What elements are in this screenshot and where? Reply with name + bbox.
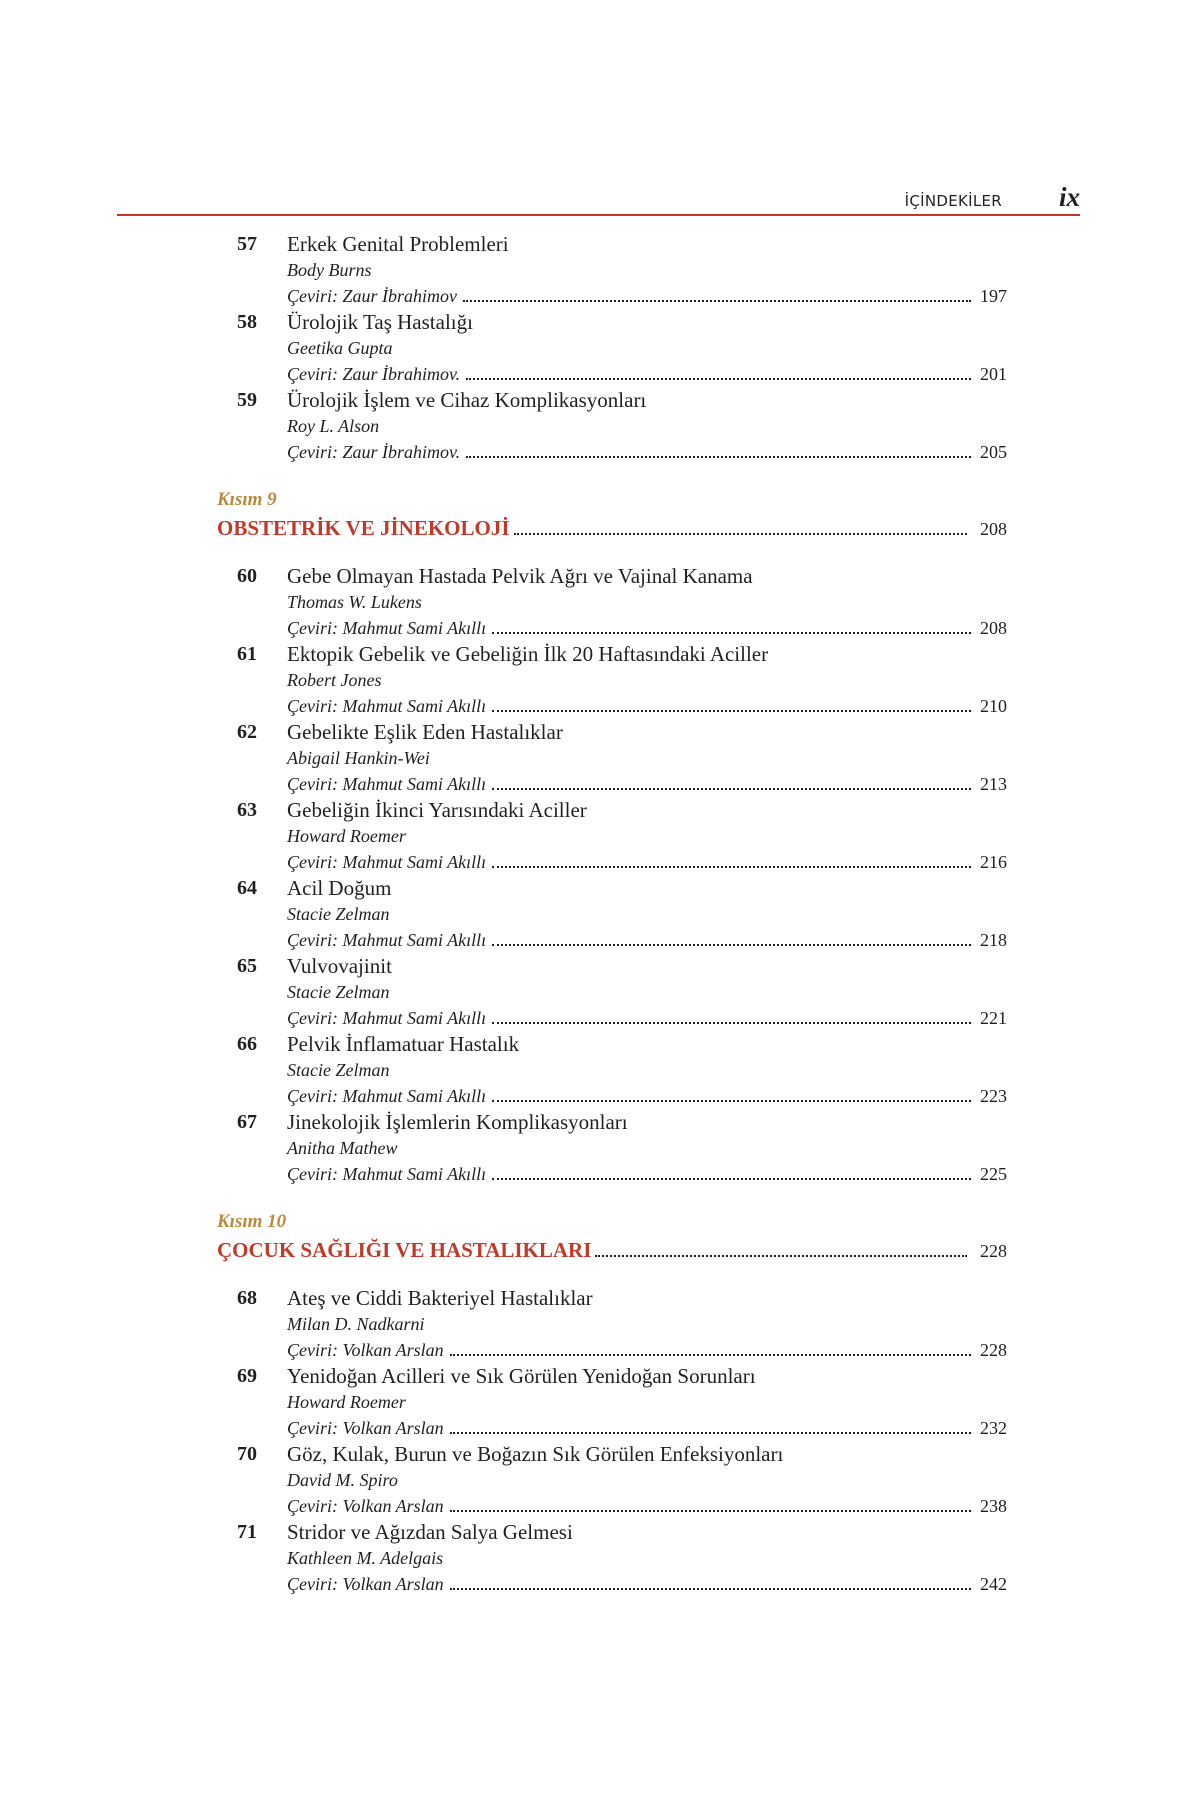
chapter-page-number: 228 [980,1340,1007,1360]
chapter-title: Vulvovajinit [287,954,392,978]
chapter-page-number: 225 [980,1164,1007,1184]
chapter-translator: Çeviri: Volkan Arslan [287,1418,444,1438]
chapter-page-number: 210 [980,696,1007,716]
chapter-author: Anitha Mathew [287,1138,398,1158]
chapter-translator: Çeviri: Zaur İbrahimov. [287,442,461,462]
dot-leader [492,1100,971,1102]
chapter-title: Gebelikte Eşlik Eden Hastalıklar [287,720,563,744]
dot-leader [450,1588,971,1590]
part-heading[interactable] [117,487,1007,543]
chapter-title: Gebeliğin İkinci Yarısındaki Aciller [287,798,587,822]
part-label: Kısım 10 [217,1211,287,1232]
chapter-page-number: 238 [980,1496,1007,1516]
chapter-author: Stacie Zelman [287,904,390,924]
dot-leader [450,1354,971,1356]
chapter-translator: Çeviri: Mahmut Sami Akıllı [287,618,487,638]
dot-leader [492,632,971,634]
chapter-number: 71 [237,1521,257,1543]
chapter-page-number: 223 [980,1086,1007,1106]
chapter-title: Erkek Genital Problemleri [287,232,509,256]
chapter-title: Yenidoğan Acilleri ve Sık Görülen Yenidoğan Sorunları [287,1364,756,1388]
page-header [117,182,1080,216]
chapter-title: Jinekolojik İşlemlerin Komplikasyonları [287,1110,628,1134]
chapter-translator: Çeviri: Mahmut Sami Akıllı [287,1164,487,1184]
dot-leader [450,1432,971,1434]
dot-leader [492,944,971,946]
chapter-number: 62 [237,721,257,743]
dot-leader [514,533,967,535]
chapter-page-number: 216 [980,852,1007,872]
toc-entry[interactable] [117,231,1007,309]
chapter-translator: Çeviri: Mahmut Sami Akıllı [287,852,487,872]
toc-entry[interactable] [117,1363,1007,1441]
chapter-author: David M. Spiro [287,1470,398,1490]
dot-leader [466,456,971,458]
chapter-title: Ürolojik Taş Hastalığı [287,310,473,334]
chapter-author: Abigail Hankin-Wei [287,748,430,768]
chapter-title: Göz, Kulak, Burun ve Boğazın Sık Görülen Enfeksiyonları [287,1442,784,1466]
toc-entry[interactable] [117,953,1007,1031]
chapter-translator: Çeviri: Volkan Arslan [287,1574,444,1594]
chapter-page-number: 232 [980,1418,1007,1438]
chapter-number: 64 [237,877,257,899]
dot-leader [492,1022,971,1024]
chapter-author: Milan D. Nadkarni [287,1314,425,1334]
chapter-page-number: 201 [980,364,1007,384]
toc-entry[interactable] [117,719,1007,797]
dot-leader [492,866,971,868]
chapter-translator: Çeviri: Mahmut Sami Akıllı [287,1086,487,1106]
part-heading[interactable] [117,1209,1007,1265]
toc-entry[interactable] [117,875,1007,953]
dot-leader [492,788,971,790]
chapter-author: Roy L. Alson [287,416,380,436]
toc-entry[interactable] [117,641,1007,719]
chapter-author: Kathleen M. Adelgais [287,1548,444,1568]
part-label: Kısım 9 [217,489,277,510]
chapter-title: Ektopik Gebelik ve Gebeliğin İlk 20 Haftasındaki Aciller [287,642,769,666]
toc-entry[interactable] [117,387,1007,465]
chapter-number: 60 [237,565,257,587]
chapter-number: 68 [237,1287,257,1309]
chapter-title: Pelvik İnflamatuar Hastalık [287,1032,520,1056]
toc-entry[interactable] [117,797,1007,875]
chapter-author: Stacie Zelman [287,1060,390,1080]
chapter-translator: Çeviri: Zaur İbrahimov [287,286,457,306]
chapter-author: Stacie Zelman [287,982,390,1002]
toc-entry[interactable] [117,309,1007,387]
chapter-page-number: 213 [980,774,1007,794]
chapter-translator: Çeviri: Mahmut Sami Akıllı [287,774,487,794]
chapter-title: Acil Doğum [287,876,392,900]
toc-entry[interactable] [117,563,1007,641]
chapter-title: Gebe Olmayan Hastada Pelvik Ağrı ve Vajinal Kanama [287,564,753,588]
chapter-page-number: 205 [980,442,1007,462]
toc-entry[interactable] [117,1519,1007,1597]
chapter-number: 58 [237,311,257,333]
chapter-title: Stridor ve Ağızdan Salya Gelmesi [287,1520,573,1544]
chapter-title: Ürolojik İşlem ve Cihaz Komplikasyonları [287,388,647,412]
chapter-number: 69 [237,1365,257,1387]
part-title: ÇOCUK SAĞLIĞI VE HASTALIKLARI [217,1238,592,1262]
chapter-page-number: 208 [980,618,1007,638]
chapter-number: 63 [237,799,257,821]
chapter-page-number: 242 [980,1574,1007,1594]
toc-entry[interactable] [117,1109,1007,1187]
dot-leader [450,1510,971,1512]
chapter-page-number: 221 [980,1008,1007,1028]
toc-entry[interactable] [117,1285,1007,1363]
chapter-author: Robert Jones [287,670,382,690]
toc-entry[interactable] [117,1031,1007,1109]
dot-leader [466,378,971,380]
dot-leader [463,300,971,302]
chapter-number: 65 [237,955,257,977]
chapter-author: Howard Roemer [287,1392,406,1412]
dot-leader [492,710,971,712]
chapter-author: Body Burns [287,260,372,280]
chapter-number: 66 [237,1033,257,1055]
chapter-page-number: 218 [980,930,1007,950]
chapter-page-number: 197 [980,286,1007,306]
dot-leader [595,1255,967,1257]
chapter-number: 57 [237,233,257,255]
chapter-translator: Çeviri: Mahmut Sami Akıllı [287,1008,487,1028]
chapter-number: 59 [237,389,257,411]
part-page-number: 228 [980,1241,1007,1261]
chapter-translator: Çeviri: Volkan Arslan [287,1340,444,1360]
toc-entry[interactable] [117,1441,1007,1519]
table-of-contents [117,231,1007,1597]
page-number: ix [1058,182,1080,212]
chapter-translator: Çeviri: Mahmut Sami Akıllı [287,930,487,950]
chapter-number: 70 [237,1443,257,1465]
chapter-author: Geetika Gupta [287,338,393,358]
chapter-translator: Çeviri: Volkan Arslan [287,1496,444,1516]
chapter-number: 61 [237,643,257,665]
chapter-author: Howard Roemer [287,826,406,846]
chapter-title: Ateş ve Ciddi Bakteriyel Hastalıklar [287,1286,593,1310]
chapter-number: 67 [237,1111,257,1133]
chapter-translator: Çeviri: Mahmut Sami Akıllı [287,696,487,716]
running-head-title: İÇİNDEKİLER [904,192,1002,210]
dot-leader [492,1178,971,1180]
chapter-translator: Çeviri: Zaur İbrahimov. [287,364,461,384]
part-title: OBSTETRİK VE JİNEKOLOJİ [217,516,510,540]
part-page-number: 208 [980,519,1007,539]
chapter-author: Thomas W. Lukens [287,592,422,612]
